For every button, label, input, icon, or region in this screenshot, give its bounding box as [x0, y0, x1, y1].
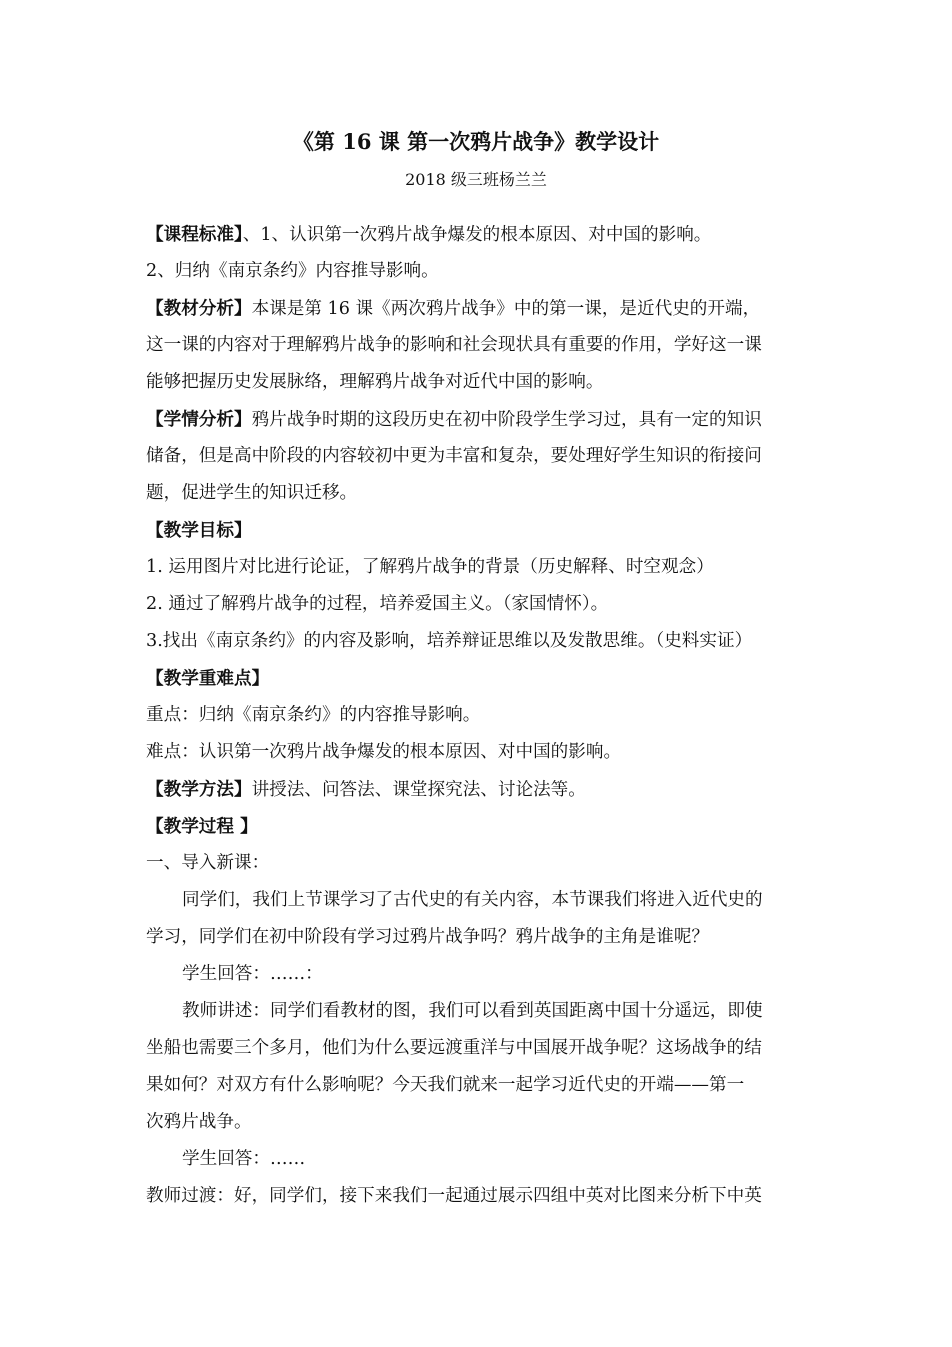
teacher-narration-line-1: 教师讲述：同学们看教材的图，我们可以看到英国距离中国十分遥远，即使	[182, 1001, 763, 1021]
curriculum-standard-label: 【课程标准】	[146, 224, 243, 245]
textbook-analysis-line-3: 能够把握历史发展脉络，理解鸦片战争对近代中国的影响。	[146, 372, 604, 392]
curriculum-standard-line-1	[146, 216, 812, 253]
textbook-analysis-line-1	[146, 290, 812, 327]
intro-paragraph-line-1: 同学们，我们上节课学习了古代史的有关内容，本节课我们将进入近代史的	[182, 890, 763, 910]
teaching-process-heading: 【教学过程 】	[146, 816, 258, 837]
key-points-heading: 【教学重难点】	[146, 668, 270, 689]
learner-analysis-line-2: 储备，但是高中阶段的内容较初中更为丰富和复杂，要处理好学生知识的衔接问	[146, 446, 762, 466]
textbook-analysis-text: 本课是第 16 课《两次鸦片战争》中的第一课，是近代史的开端，	[251, 299, 761, 319]
document-author: 2018 级三班杨兰兰	[405, 170, 547, 189]
difficult-point-text: 难点：认识第一次鸦片战争爆发的根本原因、对中国的影响。	[146, 742, 622, 762]
curriculum-standard-text: 、1、认识第一次鸦片战争爆发的根本原因、对中国的影响。	[242, 225, 712, 245]
document-title: 《第 16 课 第一次鸦片战争》教学设计	[292, 129, 660, 154]
teacher-transition-line: 教师过渡：好，同学们，接下来我们一起通过展示四组中英对比图来分析下中英	[146, 1186, 762, 1206]
teaching-methods-text: 讲授法、问答法、课堂探究法、讨论法等。	[251, 780, 586, 800]
teaching-goal-item: 1. 运用图片对比进行论证，了解鸦片战争的背景（历史解释、时空观念）	[146, 557, 714, 577]
learner-analysis-text: 鸦片战争时期的这段历史在初中阶段学生学习过，具有一定的知识	[251, 410, 762, 430]
teaching-goals-heading: 【教学目标】	[146, 520, 252, 541]
teaching-goal-item: 3.找出《南京条约》的内容及影响，培养辩证思维以及发散思维。（史料实证）	[146, 631, 753, 651]
teacher-narration-line-2: 坐船也需要三个多月，他们为什么要远渡重洋与中国展开战争呢？这场战争的结	[146, 1038, 762, 1058]
document-body	[146, 216, 812, 1215]
student-answer-1: 学生回答：……：	[182, 964, 323, 984]
textbook-analysis-line-2: 这一课的内容对于理解鸦片战争的影响和社会现状具有重要的作用，学好这一课	[146, 335, 762, 355]
learner-analysis-label: 【学情分析】	[146, 409, 252, 430]
teaching-methods-line	[146, 771, 812, 808]
textbook-analysis-label: 【教材分析】	[146, 298, 252, 319]
teacher-narration-line-4: 次鸦片战争。	[146, 1112, 252, 1132]
learner-analysis-line-1	[146, 401, 812, 438]
curriculum-standard-line-2: 2、归纳《南京条约》内容推导影响。	[146, 261, 439, 281]
step-1-heading: 一、导入新课：	[146, 853, 270, 873]
teacher-narration-line-3: 果如何？对双方有什么影响呢？今天我们就来一起学习近代史的开端——第一	[146, 1075, 745, 1095]
teaching-methods-label: 【教学方法】	[146, 779, 252, 800]
student-answer-2: 学生回答：……	[182, 1149, 306, 1169]
key-point-text: 重点：归纳《南京条约》的内容推导影响。	[146, 705, 481, 725]
intro-paragraph-line-2: 学习，同学们在初中阶段有学习过鸦片战争吗？鸦片战争的主角是谁呢？	[146, 927, 710, 947]
learner-analysis-line-3: 题，促进学生的知识迁移。	[146, 483, 358, 503]
teaching-goal-item: 2. 通过了解鸦片战争的过程，培养爱国主义。（家国情怀）。	[146, 594, 609, 614]
